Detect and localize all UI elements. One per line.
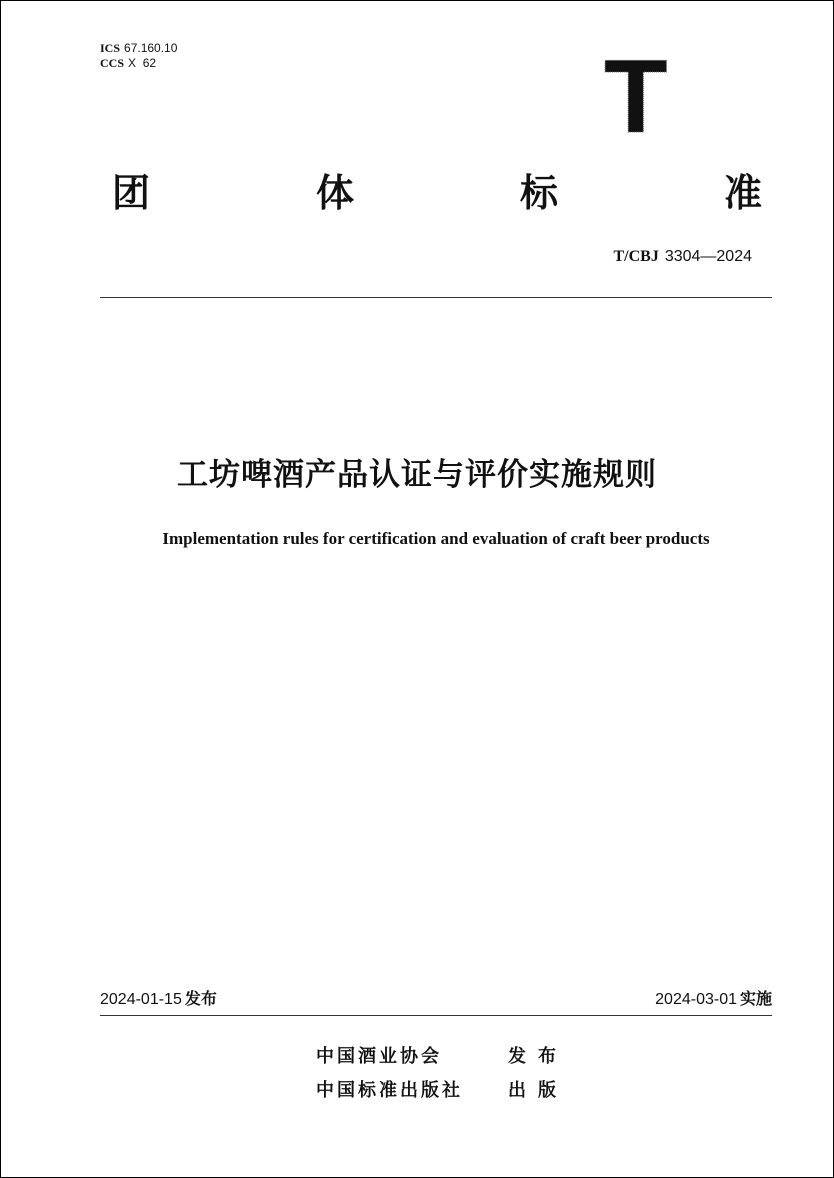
- ics-label: ICS: [100, 41, 121, 55]
- release-date: [100, 988, 217, 1011]
- t-logo-glyph: T: [604, 52, 668, 136]
- ccs-code: [100, 56, 177, 71]
- ccs-value: X 62: [128, 56, 157, 70]
- doc-type-char-1: 团: [112, 171, 151, 215]
- release-label: 发布: [184, 989, 217, 1008]
- standard-prefix: T/CBJ: [613, 248, 659, 265]
- document-type: [112, 168, 762, 218]
- release-date-value: 2024-01-15: [100, 991, 182, 1008]
- ics-code: [100, 41, 177, 56]
- organization-role: 发布: [508, 1046, 568, 1067]
- ccs-label: CCS: [100, 56, 125, 70]
- classification-codes: [100, 41, 177, 71]
- standard-number: [613, 246, 752, 268]
- organization-name: 中国酒业协会: [316, 1046, 442, 1067]
- organization-row: [316, 1040, 568, 1074]
- footer-divider: [100, 1015, 772, 1016]
- implementation-date: [655, 988, 772, 1011]
- implementation-date-value: 2024-03-01: [655, 991, 737, 1008]
- ics-value: 67.160.10: [124, 41, 178, 55]
- title-english: Implementation rules for certification and evaluation of craft beer products: [162, 529, 710, 548]
- organization-row: [316, 1074, 568, 1108]
- standard-code: 3304—2024: [664, 248, 752, 265]
- doc-type-char-2: 体: [315, 171, 354, 215]
- organization-name: 中国标准出版社: [316, 1080, 463, 1101]
- organization-role: 出版: [508, 1080, 568, 1101]
- doc-type-char-3: 标: [519, 171, 558, 215]
- implementation-label: 实施: [739, 989, 772, 1008]
- organizations: [316, 1040, 568, 1108]
- t-logo-icon: [600, 52, 672, 136]
- header-divider: [100, 297, 772, 298]
- title-chinese: 工坊啤酒产品认证与评价实施规则: [177, 457, 657, 493]
- doc-type-char-4: 准: [723, 171, 762, 215]
